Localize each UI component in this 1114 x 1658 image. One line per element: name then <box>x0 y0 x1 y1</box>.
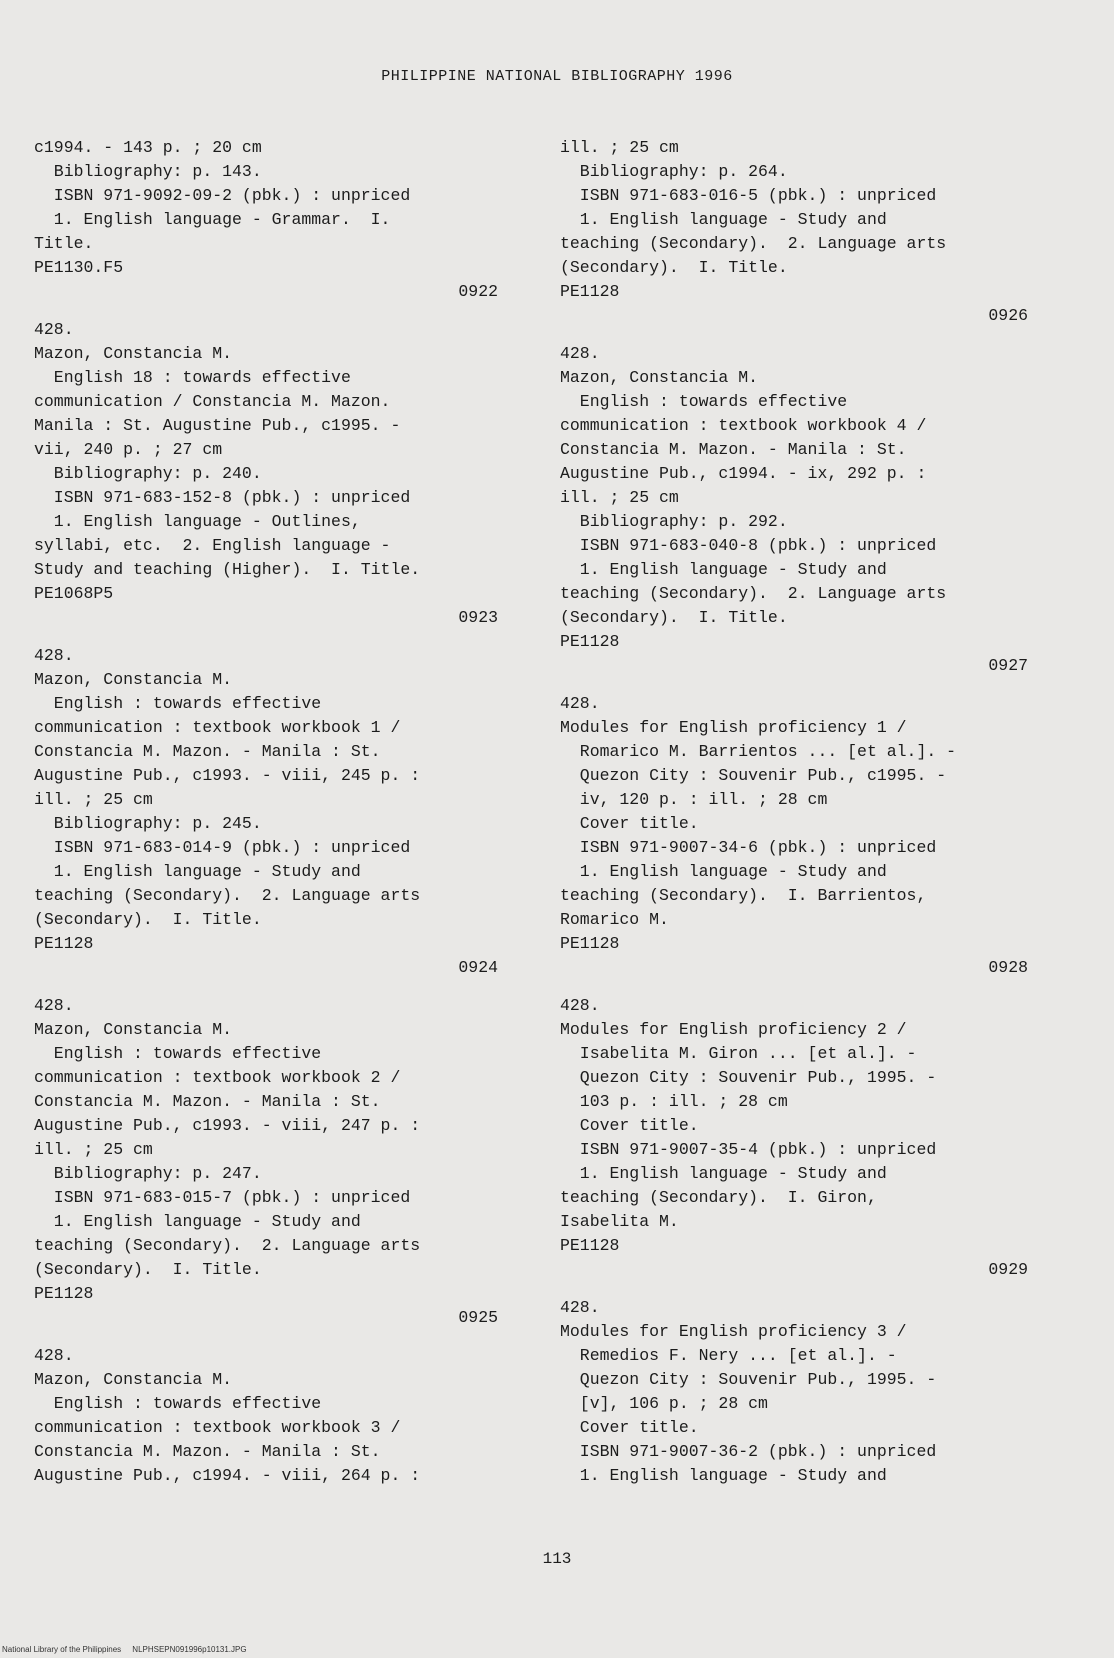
entry-line: Mazon, Constancia M. <box>34 344 233 363</box>
entry-line: Bibliography: p. 240. <box>34 464 262 483</box>
control-number: 0922 <box>458 282 498 301</box>
entry-line: teaching (Secondary). I. Giron, <box>560 1188 877 1207</box>
entry-line: Bibliography: p. 264. <box>560 162 788 181</box>
control-number: 0927 <box>988 656 1028 675</box>
entry-line: Augustine Pub., c1994. - ix, 292 p. : <box>560 464 927 483</box>
bibliographic-entry <box>34 318 500 644</box>
control-number: 0925 <box>458 1308 498 1327</box>
entry-line: Romarico M. Barrientos ... [et al.]. - <box>560 742 957 761</box>
page-title: PHILIPPINE NATIONAL BIBLIOGRAPHY 1996 <box>381 68 733 85</box>
control-number: 0926 <box>988 306 1028 325</box>
entry-line: ISBN 971-9007-35-4 (pbk.) : unpriced <box>560 1140 937 1159</box>
entry-line: PE1068P5 <box>34 584 114 603</box>
entry-line: 1. English language - Study and <box>560 210 887 229</box>
entry-line: PE1128 <box>34 934 94 953</box>
entry-line: Manila : St. Augustine Pub., c1995. - <box>34 416 401 435</box>
entry-gap <box>560 980 1030 994</box>
entry-line: Modules for English proficiency 3 / <box>560 1322 907 1341</box>
entry-gap <box>34 304 500 318</box>
entry-line: 428. <box>34 1346 74 1365</box>
entry-line: Bibliography: p. 245. <box>34 814 262 833</box>
entry-line: ISBN 971-683-040-8 (pbk.) : unpriced <box>560 536 937 555</box>
entry-line: communication / Constancia M. Mazon. <box>34 392 391 411</box>
entry-line: PE1128 <box>560 632 620 651</box>
entry-line: 1. English language - Study and <box>560 560 887 579</box>
entry-line: teaching (Secondary). I. Barrientos, <box>560 886 927 905</box>
entry-line: Bibliography: p. 292. <box>560 512 788 531</box>
entry-line: ISBN 971-9007-34-6 (pbk.) : unpriced <box>560 838 937 857</box>
entry-line: ill. ; 25 cm <box>560 488 679 507</box>
entry-line: ISBN 971-683-152-8 (pbk.) : unpriced <box>34 488 411 507</box>
entry-line: PE1128 <box>560 1236 620 1255</box>
bibliographic-entry <box>34 644 500 994</box>
entry-line: Modules for English proficiency 1 / <box>560 718 907 737</box>
entry-line: 428. <box>560 1298 600 1317</box>
entry-line: Constancia M. Mazon. - Manila : St. <box>34 1442 381 1461</box>
control-number: 0928 <box>988 958 1028 977</box>
entry-line: Constancia M. Mazon. - Manila : St. <box>560 440 907 459</box>
entry-line: ISBN 971-9092-09-2 (pbk.) : unpriced <box>34 186 411 205</box>
entry-line: (Secondary). I. Title. <box>34 910 262 929</box>
entry-line: Quezon City : Souvenir Pub., 1995. - <box>560 1370 937 1389</box>
entry-line: Mazon, Constancia M. <box>560 368 759 387</box>
entry-line: 1. English language - Grammar. I. <box>34 210 391 229</box>
entry-gap <box>560 678 1030 692</box>
entry-line: Modules for English proficiency 2 / <box>560 1020 907 1039</box>
entry-line: English : towards effective <box>34 1044 322 1063</box>
entry-gap <box>34 630 500 644</box>
entry-line: PE1128 <box>34 1284 94 1303</box>
entry-line: 428. <box>560 694 600 713</box>
entry-line: Quezon City : Souvenir Pub., c1995. - <box>560 766 947 785</box>
entry-line: Bibliography: p. 143. <box>34 162 262 181</box>
entry-line: 428. <box>560 344 600 363</box>
entry-line: teaching (Secondary). 2. Language arts <box>560 234 947 253</box>
page-number: 113 <box>542 1550 572 1568</box>
entry-line: teaching (Secondary). 2. Language arts <box>34 1236 421 1255</box>
bibliographic-entry <box>34 136 500 318</box>
entry-line: 1. English language - Study and <box>560 862 887 881</box>
entry-line: communication : textbook workbook 4 / <box>560 416 927 435</box>
entry-line: Quezon City : Souvenir Pub., 1995. - <box>560 1068 937 1087</box>
entry-line: Constancia M. Mazon. - Manila : St. <box>34 1092 381 1111</box>
entry-line: Augustine Pub., c1993. - viii, 247 p. : <box>34 1116 421 1135</box>
entry-line: Augustine Pub., c1993. - viii, 245 p. : <box>34 766 421 785</box>
entry-line: ill. ; 25 cm <box>34 1140 153 1159</box>
entry-line: vii, 240 p. ; 27 cm <box>34 440 223 459</box>
entry-line: ISBN 971-683-014-9 (pbk.) : unpriced <box>34 838 411 857</box>
entry-line: Mazon, Constancia M. <box>34 670 233 689</box>
entry-line: 1. English language - Study and <box>560 1164 887 1183</box>
entry-line: PE1128 <box>560 282 620 301</box>
control-number: 0924 <box>458 958 498 977</box>
bibliographic-entry <box>560 136 1030 342</box>
entry-line: communication : textbook workbook 3 / <box>34 1418 401 1437</box>
right-column <box>560 136 1030 1488</box>
bibliographic-entry <box>34 1344 500 1488</box>
entry-line: (Secondary). I. Title. <box>560 258 788 277</box>
control-number: 0929 <box>988 1260 1028 1279</box>
entry-line: ill. ; 25 cm <box>34 790 153 809</box>
entry-line: ISBN 971-683-015-7 (pbk.) : unpriced <box>34 1188 411 1207</box>
entry-line: 1. English language - Study and <box>34 1212 361 1231</box>
entry-line: Constancia M. Mazon. - Manila : St. <box>34 742 381 761</box>
entry-line: English 18 : towards effective <box>34 368 351 387</box>
entry-line: 428. <box>34 646 74 665</box>
entry-line: Mazon, Constancia M. <box>34 1020 233 1039</box>
entry-line: 428. <box>34 320 74 339</box>
bibliographic-entry <box>560 342 1030 692</box>
entry-line: PE1128 <box>560 934 620 953</box>
entry-line: Remedios F. Nery ... [et al.]. - <box>560 1346 897 1365</box>
entry-line: English : towards effective <box>34 694 322 713</box>
entry-line: Title. <box>34 234 94 253</box>
control-number: 0923 <box>458 608 498 627</box>
bibliographic-entry <box>34 994 500 1344</box>
entry-line: Isabelita M. Giron ... [et al.]. - <box>560 1044 917 1063</box>
entry-line: iv, 120 p. : ill. ; 28 cm <box>560 790 828 809</box>
entry-line: teaching (Secondary). 2. Language arts <box>560 584 947 603</box>
entry-line: English : towards effective <box>34 1394 322 1413</box>
entry-gap <box>34 980 500 994</box>
entry-line: Cover title. <box>560 814 699 833</box>
entry-line: Augustine Pub., c1994. - viii, 264 p. : <box>34 1466 421 1485</box>
entry-line: ill. ; 25 cm <box>560 138 679 157</box>
entry-line: PE1130.F5 <box>34 258 124 277</box>
entry-line: 1. English language - Outlines, <box>34 512 361 531</box>
entry-gap <box>560 328 1030 342</box>
entry-gap <box>34 1330 500 1344</box>
entry-line: ISBN 971-683-016-5 (pbk.) : unpriced <box>560 186 937 205</box>
entry-line: (Secondary). I. Title. <box>34 1260 262 1279</box>
entry-line: (Secondary). I. Title. <box>560 608 788 627</box>
entry-line: 1. English language - Study and <box>34 862 361 881</box>
left-column <box>34 136 500 1488</box>
entry-line: 428. <box>34 996 74 1015</box>
scan-footer: National Library of the Philippines NLPHSEPN091996p10131.JPG <box>2 1645 247 1654</box>
entry-line: 428. <box>560 996 600 1015</box>
bibliographic-entry <box>560 994 1030 1296</box>
entry-line: communication : textbook workbook 2 / <box>34 1068 401 1087</box>
entry-line: c1994. - 143 p. ; 20 cm <box>34 138 262 157</box>
bibliographic-entry <box>560 1296 1030 1488</box>
entry-line: Cover title. <box>560 1418 699 1437</box>
bibliographic-entry <box>560 692 1030 994</box>
entry-line: syllabi, etc. 2. English language - <box>34 536 391 555</box>
entry-line: Cover title. <box>560 1116 699 1135</box>
entry-line: teaching (Secondary). 2. Language arts <box>34 886 421 905</box>
entry-line: [v], 106 p. ; 28 cm <box>560 1394 768 1413</box>
entry-line: Study and teaching (Higher). I. Title. <box>34 560 421 579</box>
entry-line: communication : textbook workbook 1 / <box>34 718 401 737</box>
entry-gap <box>560 1282 1030 1296</box>
entry-line: 103 p. : ill. ; 28 cm <box>560 1092 788 1111</box>
entry-line: Isabelita M. <box>560 1212 679 1231</box>
entry-line: ISBN 971-9007-36-2 (pbk.) : unpriced <box>560 1442 937 1461</box>
entry-line: Romarico M. <box>560 910 669 929</box>
entry-line: Mazon, Constancia M. <box>34 1370 233 1389</box>
entry-line: 1. English language - Study and <box>560 1466 887 1485</box>
entry-line: English : towards effective <box>560 392 848 411</box>
entry-line: Bibliography: p. 247. <box>34 1164 262 1183</box>
